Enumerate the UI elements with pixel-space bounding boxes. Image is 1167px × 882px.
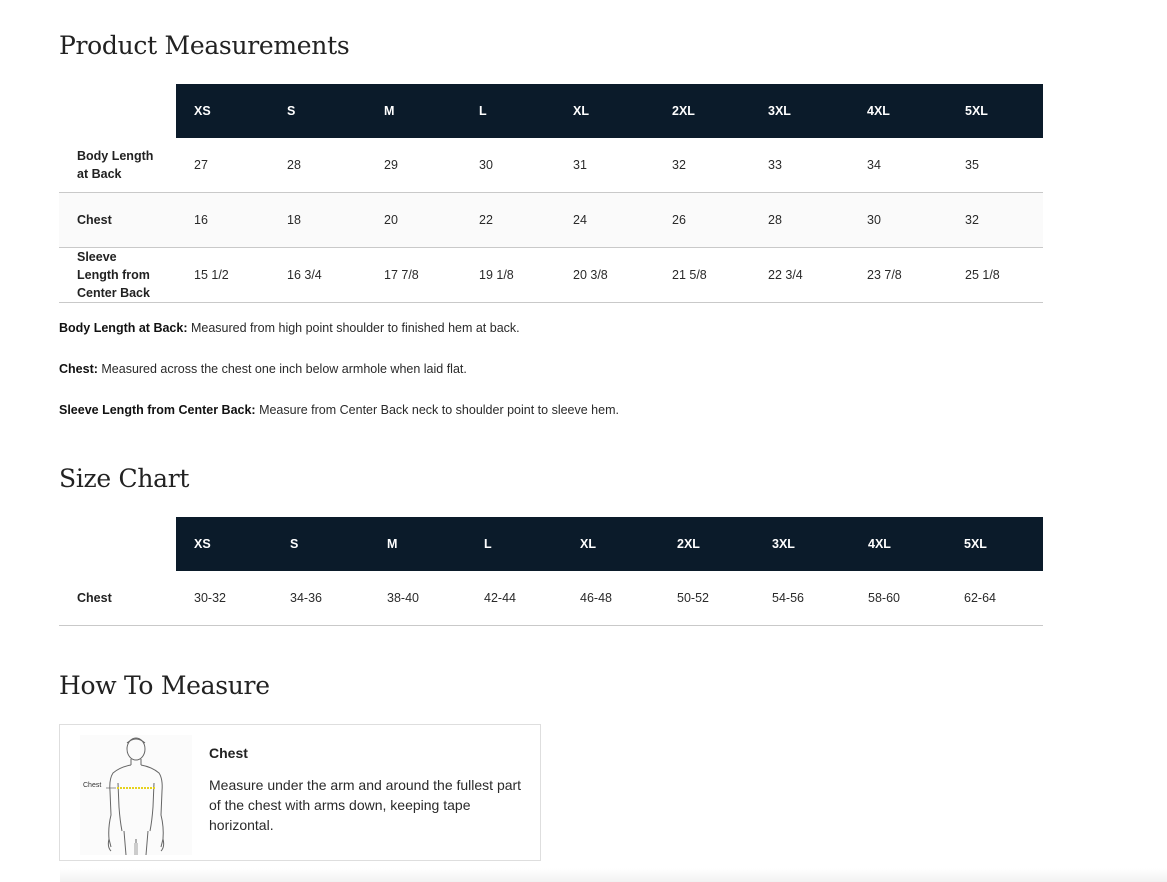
row-label	[59, 138, 176, 193]
measure-card-title: Chest	[209, 745, 248, 761]
table-cell: 22	[461, 193, 555, 248]
row-label	[59, 248, 176, 303]
table-row	[59, 571, 1043, 626]
table-cell: 27	[176, 138, 269, 193]
table-cell: 16	[176, 193, 269, 248]
table-cell: 15 1/2	[176, 248, 269, 303]
table-cell: 23 7/8	[849, 248, 947, 303]
table-header-row	[59, 84, 1043, 138]
note-term: Chest:	[59, 362, 98, 376]
table-cell: 50-52	[659, 571, 754, 626]
size-header: 2XL	[659, 517, 754, 571]
size-header: 5XL	[947, 84, 1043, 138]
table-cell: 28	[750, 193, 849, 248]
row-label: Chest	[59, 571, 176, 626]
measure-card-description: Measure under the arm and around the fullest part of the chest with arms down, keeping tape horizontal.	[209, 777, 522, 833]
table-row	[59, 138, 1043, 193]
torso-figure-icon	[80, 735, 192, 855]
table-cell: 38-40	[369, 571, 466, 626]
table-cell: 19 1/8	[461, 248, 555, 303]
table-cell: 16 3/4	[269, 248, 366, 303]
table-cell: 33	[750, 138, 849, 193]
note-text: Measured from high point shoulder to finished hem at back.	[187, 321, 520, 335]
size-header: S	[272, 517, 369, 571]
size-chart-title: Size Chart	[59, 464, 190, 493]
table-row	[59, 248, 1043, 303]
table-cell: 35	[947, 138, 1043, 193]
size-header: L	[466, 517, 562, 571]
table-cell: 34	[849, 138, 947, 193]
table-cell: 28	[269, 138, 366, 193]
size-header: 3XL	[754, 517, 850, 571]
table-cell: 31	[555, 138, 654, 193]
header-corner	[59, 84, 176, 138]
table-cell: 21 5/8	[654, 248, 750, 303]
table-cell: 24	[555, 193, 654, 248]
size-chart-table	[59, 517, 1043, 626]
size-header: S	[269, 84, 366, 138]
note-chest	[59, 361, 1059, 378]
table-cell: 32	[654, 138, 750, 193]
table-cell: 30	[849, 193, 947, 248]
note-text: Measured across the chest one inch below armhole when laid flat.	[97, 362, 467, 376]
note-term: Body Length at Back:	[59, 321, 188, 335]
product-measurements-title: Product Measurements	[59, 31, 350, 60]
size-header: 4XL	[850, 517, 946, 571]
note-term: Sleeve Length from Center Back:	[59, 403, 256, 417]
row-label: Chest	[59, 193, 176, 248]
body-measure-illustration	[80, 735, 192, 855]
table-cell: 34-36	[272, 571, 369, 626]
figure-chest-label: Chest	[83, 782, 102, 789]
size-header: XL	[555, 84, 654, 138]
measure-card-chest	[59, 724, 541, 861]
table-cell: 30-32	[176, 571, 272, 626]
size-header: 5XL	[946, 517, 1043, 571]
table-cell: 58-60	[850, 571, 946, 626]
table-cell: 62-64	[946, 571, 1043, 626]
note-body-length	[59, 320, 1059, 337]
how-to-measure-title: How To Measure	[59, 671, 270, 700]
table-row	[59, 193, 1043, 248]
table-cell: 46-48	[562, 571, 659, 626]
table-cell: 32	[947, 193, 1043, 248]
header-corner	[59, 517, 176, 571]
table-cell: 22 3/4	[750, 248, 849, 303]
size-header: 3XL	[750, 84, 849, 138]
size-header: XS	[176, 517, 272, 571]
row-label-text: Sleeve Length from Center Back	[77, 250, 150, 300]
note-sleeve-length	[59, 402, 1059, 419]
row-label-text: Body Length at Back	[77, 149, 154, 181]
page-bottom-shadow	[60, 868, 1167, 882]
size-header: 2XL	[654, 84, 750, 138]
size-header: M	[369, 517, 466, 571]
table-cell: 26	[654, 193, 750, 248]
size-header: M	[366, 84, 461, 138]
table-header-row	[59, 517, 1043, 571]
table-cell: 20 3/8	[555, 248, 654, 303]
note-text: Measure from Center Back neck to shoulder point to sleeve hem.	[255, 403, 619, 417]
product-measurements-table	[59, 84, 1043, 303]
size-header: XL	[562, 517, 659, 571]
table-cell: 18	[269, 193, 366, 248]
table-cell: 54-56	[754, 571, 850, 626]
table-cell: 17 7/8	[366, 248, 461, 303]
size-header: L	[461, 84, 555, 138]
table-cell: 29	[366, 138, 461, 193]
table-cell: 42-44	[466, 571, 562, 626]
measurement-notes	[59, 320, 1059, 443]
size-header: XS	[176, 84, 269, 138]
table-cell: 20	[366, 193, 461, 248]
table-cell: 25 1/8	[947, 248, 1043, 303]
table-cell: 30	[461, 138, 555, 193]
size-header: 4XL	[849, 84, 947, 138]
